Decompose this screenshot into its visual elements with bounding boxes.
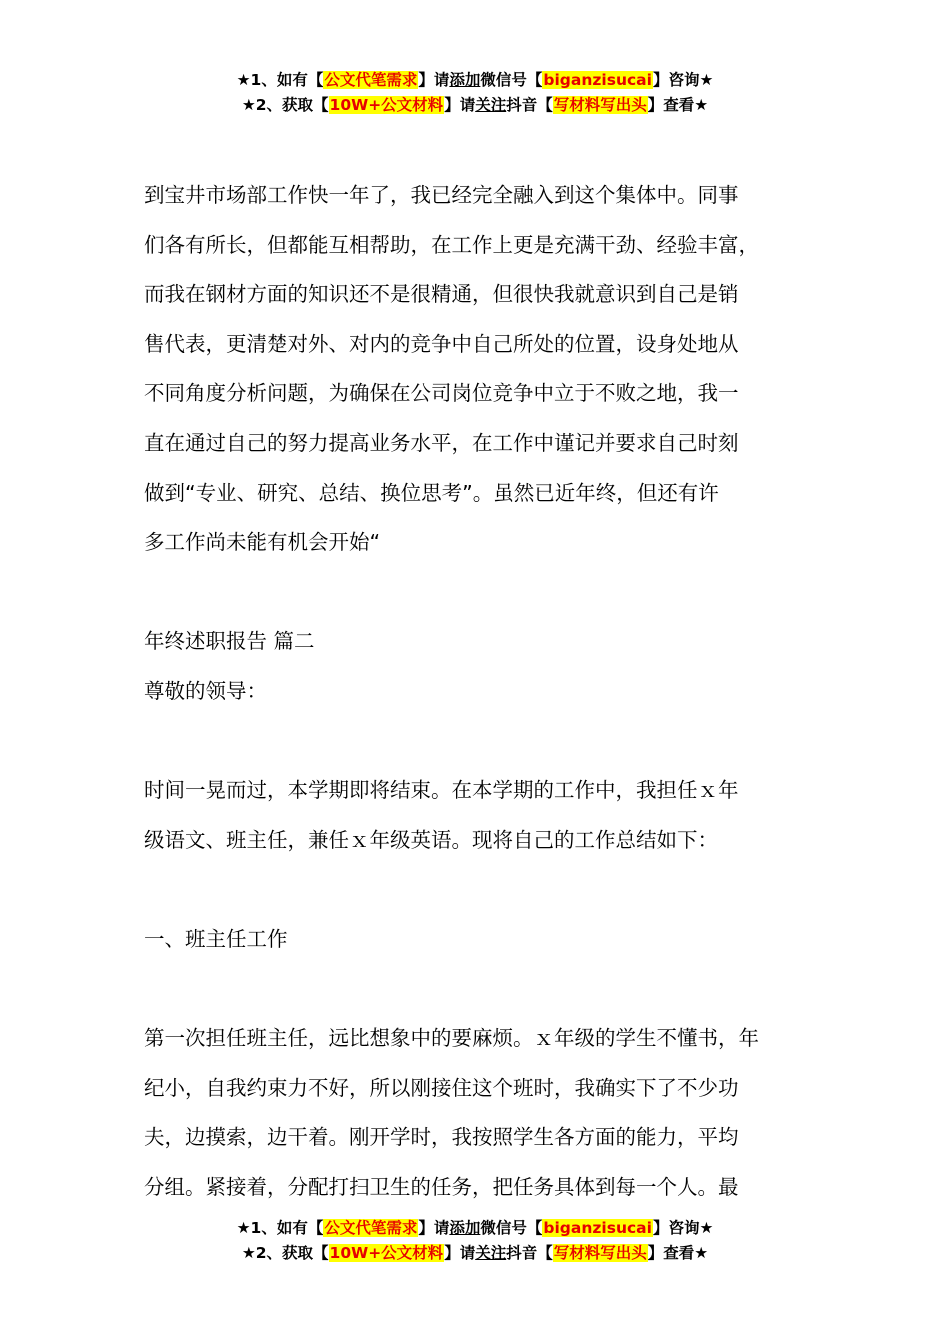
text-line: 年终述职报告 篇二 xyxy=(144,629,315,654)
banner-underline: 添加 xyxy=(449,71,481,89)
text-line: 一、班主任工作 xyxy=(144,926,288,951)
text-line: 级语文、班主任，兼任ｘ年级英语。现将自己的工作总结如下： xyxy=(144,827,718,852)
blank-line xyxy=(144,568,834,618)
banner-text: 抖音【 xyxy=(506,1244,553,1262)
text-line: 直在通过自己的努力提高业务水平，在工作中谨记并要求自己时刻 xyxy=(144,430,739,455)
bottom-banner xyxy=(0,1216,950,1266)
banner-text: 】咨询★ xyxy=(652,1219,714,1237)
banner-text: 】请 xyxy=(418,71,450,89)
banner-text: ★2、获取【 xyxy=(241,96,329,114)
banner-highlight: 公文代笔需求 xyxy=(324,1219,418,1237)
banner-text: 】查看★ xyxy=(647,96,709,114)
text-line: 夫，边摸索，边干着。刚开学时，我按照学生各方面的能力，平均 xyxy=(144,1125,739,1150)
banner-highlight: biganzisucai xyxy=(543,1219,652,1237)
banner-text: 】咨询★ xyxy=(652,71,714,89)
banner-text: ★1、如有【 xyxy=(236,71,324,89)
banner-text: 】查看★ xyxy=(647,1244,709,1262)
text-line: 时间一晃而过，本学期即将结束。在本学期的工作中，我担任ｘ年 xyxy=(144,778,739,803)
banner-text: 】请 xyxy=(418,1219,450,1237)
banner-highlight: 写材料写出头 xyxy=(553,96,647,114)
banner-text: 】请 xyxy=(444,96,476,114)
text-line: 尊敬的领导： xyxy=(144,678,267,703)
banner-line-2 xyxy=(0,1241,950,1266)
banner-text: 微信号【 xyxy=(480,71,543,89)
banner-underline: 添加 xyxy=(449,1219,481,1237)
banner-highlight: 10W+公文材料 xyxy=(329,96,444,114)
banner-underline: 关注 xyxy=(475,1244,507,1262)
text-line: 不同角度分析问题，为确保在公司岗位竞争中立于不败之地，我一 xyxy=(144,381,739,406)
text-line: 们各有所长，但都能互相帮助，在工作上更是充满干劲、经验丰富， xyxy=(144,232,759,257)
blank-line xyxy=(144,965,834,1015)
banner-line-1 xyxy=(0,1216,950,1241)
top-banner xyxy=(0,68,950,118)
banner-highlight: 10W+公文材料 xyxy=(329,1244,444,1262)
text-line: 到宝井市场部工作快一年了，我已经完全融入到这个集体中。同事 xyxy=(144,183,739,207)
text-line: 售代表，更清楚对外、对内的竞争中自己所处的位置，设身处地从 xyxy=(144,331,739,356)
blank-line xyxy=(144,865,834,915)
banner-text: ★1、如有【 xyxy=(236,1219,324,1237)
document-body xyxy=(144,171,834,1212)
banner-highlight: 公文代笔需求 xyxy=(324,71,418,89)
banner-text: 】请 xyxy=(444,1244,476,1262)
text-line: 纪小，自我约束力不好，所以刚接住这个班时，我确实下了不少功 xyxy=(144,1075,739,1100)
text-line: 而我在钢材方面的知识还不是很精通，但很快我就意识到自己是销 xyxy=(144,282,739,307)
text-line: 多工作尚未能有机会开始“ xyxy=(144,530,381,555)
banner-line-1 xyxy=(0,68,950,93)
banner-highlight: biganzisucai xyxy=(543,71,652,89)
banner-text: 抖音【 xyxy=(506,96,553,114)
blank-line xyxy=(144,717,834,767)
banner-text: 微信号【 xyxy=(480,1219,543,1237)
text-line: 第一次担任班主任，远比想象中的要麻烦。ｘ年级的学生不懂书，年 xyxy=(144,1026,759,1051)
banner-underline: 关注 xyxy=(475,96,507,114)
text-line: 分组。紧接着，分配打扫卫生的任务，把任务具体到每一个人。最 xyxy=(144,1174,739,1199)
banner-text: ★2、获取【 xyxy=(241,1244,329,1262)
text-line: 做到“专业、研究、总结、换位思考”。虽然已近年终，但还有许 xyxy=(144,480,719,505)
banner-line-2 xyxy=(0,93,950,118)
banner-highlight: 写材料写出头 xyxy=(553,1244,647,1262)
